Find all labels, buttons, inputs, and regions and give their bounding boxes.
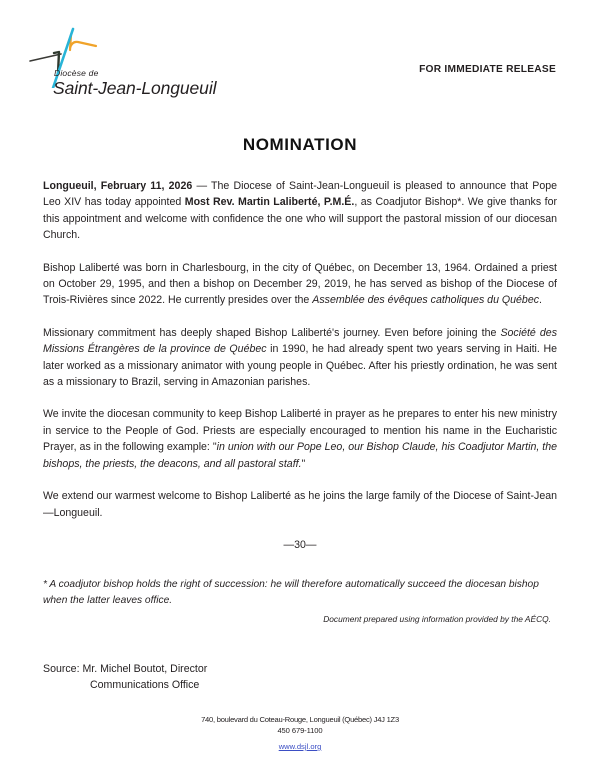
paragraph-1 [43,178,557,244]
paragraph-4-italic-quote: in union with our Pope Leo, our Bishop Claude, his Coadjutor Martin, the bishops, the priests, the deacons, and all pastoral staff. [43,441,557,470]
paragraph-3-part-1: Missionary commitment has deeply shaped Bishop Laliberté's journey. Even before joining the [43,326,501,339]
paragraph-4-part-1: We invite the diocesan community to keep Bishop Laliberté in prayer as he prepares to enter his new ministry in service to the People of God. Priests are especially encouraged to mention his name in the Eucharistic Prayer, as in the following example: " [43,408,557,454]
diocese-logo-superline: Diocèse de [54,68,99,78]
end-marker: —30— [283,538,317,551]
diocese-logo-name: Saint-Jean-Longueuil [53,78,217,98]
diocese-wordmark [53,68,283,98]
source-block [43,661,557,694]
appointee-name: Most Rev. Martin Laliberté, P.M.É. [184,196,355,209]
document-footer [0,714,600,754]
document-body [43,178,557,694]
source-line-2: Communications Office [90,679,200,692]
footer-website-link[interactable]: www.dsjl.org [278,742,322,751]
paragraph-2-italic-1: Assemblée des évêques catholiques du Québec [312,294,540,307]
paragraph-3-part-2: in 1990, he had already spent two years serving in Haiti. He later worked as a missionary animator with young people in Québec. After his priestly ordination, he was sent as a missionary to Brazil, serving in Amazonian parishes. [43,343,557,389]
paragraph-5: We extend our warmest welcome to Bishop Laliberté as he joins the large family of the Diocese of Saint-Jean—Longueuil. [43,490,557,519]
paragraph-4 [43,406,557,472]
paragraph-4-part-2: " [301,457,306,470]
paragraph-2-part-2: . [539,294,542,307]
paragraph-1-lead: — The Diocese of Saint-Jean-Longueuil is pleased to announce that Pope Leo XIV has today appointed [43,180,558,209]
source-line-1: Source: Mr. Michel Boutot, Director [43,662,208,675]
paragraph-1-tail: , as Coadjutor Bishop*. We give thanks for this appointment and welcome with confidence the one who will support the pastoral mission of our diocesan Church. [43,196,557,242]
paragraph-2 [43,260,557,309]
footnote: * A coadjutor bishop holds the right of succession: he will therefore automatically succeed the diocesan bishop when the latter leaves office. [43,578,539,606]
document-credit: Document prepared using information provided by the AÉCQ. [323,613,551,624]
dateline: Longueuil, February 11, 2026 [43,180,193,192]
paragraph-3-italic-1: Société des Missions Étrangères de la province de Québec [43,326,557,356]
diocese-logo [28,26,288,112]
page-title: NOMINATION [242,135,358,154]
paragraph-3 [43,325,557,391]
footer-address: 740, boulevard du Coteau-Rouge, Longueuil (Québec) J4J 1Z3 [201,715,399,724]
document-header [0,26,600,112]
footer-phone: 450 679-1100 [277,726,323,735]
paragraph-2-part-1: Bishop Laliberté was born in Charlesbourg, in the city of Québec, on December 13, 1964. Ordained a priest on October 29, 1995, and then a bishop on December 29, 2019, he has served as bishop of the Diocese of Trois-Rivières since 2022. He currently presides over the [43,261,557,307]
for-immediate-release-tag: FOR IMMEDIATE RELEASE [419,64,556,75]
